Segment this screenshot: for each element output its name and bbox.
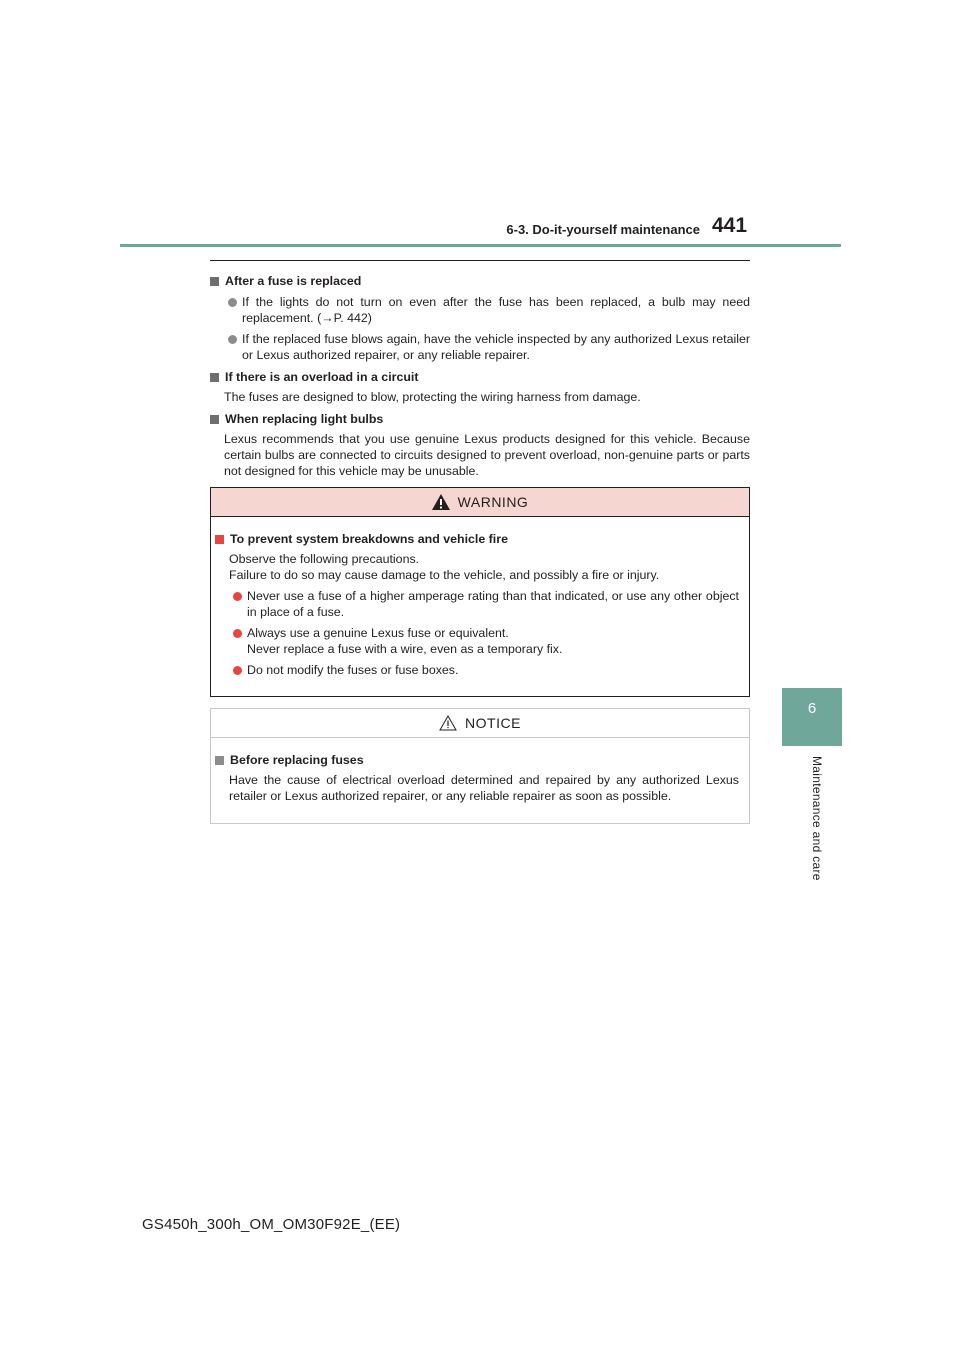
circle-bullet-icon [228,335,237,344]
circle-bullet-icon [228,298,237,307]
section-heading: After a fuse is replaced [210,273,750,289]
notice-body [211,738,749,804]
header-section-title: 6-3. Do-it-yourself maintenance [506,222,700,237]
circle-bullet-icon [233,666,242,675]
warning-triangle-icon [432,494,450,510]
chapter-label: Maintenance and care [810,756,824,881]
warning-intro: Observe the following precautions. Failure to do so may cause damage to the vehicle, and possibly a fire or injury. [229,552,660,582]
notice-text: Have the cause of electrical overload determined and repaired by any authorized Lexus retailer or Lexus authorized repairer, or any reliable repairer as soon as possible. [229,773,739,803]
list-item: Always use a genuine Lexus fuse or equivalent. Never replace a fuse with a wire, even as a temporary fix. [233,625,739,657]
section-heading: If there is an overload in a circuit [210,369,750,385]
header-rule [120,244,841,247]
section-text: The fuses are designed to blow, protecting the wiring harness from damage. [224,390,641,404]
warning-box [210,487,750,697]
circle-bullet-icon [233,592,242,601]
warning-header: WARNING [211,488,749,517]
section-heading: When replacing light bulbs [210,411,750,427]
list-item: Never use a fuse of a higher amperage rating than that indicated, or use any other object in place of a fuse. [233,588,739,620]
chapter-tab[interactable] [782,688,842,746]
list-item: If the replaced fuse blows again, have the vehicle inspected by any authorized Lexus retailer or Lexus authorized repairer, or any reliable repairer. [228,331,750,363]
section-text: Lexus recommends that you use genuine Lexus products designed for this vehicle. Because certain bulbs are connected to circuits designed to prevent overload, non-genuine parts or parts not designed for this vehicle may be unusable. [224,432,750,478]
main-content [210,269,750,479]
square-bullet-icon [215,535,224,544]
square-bullet-icon [210,415,219,424]
footer-doc-code: GS450h_300h_OM_OM30F92E_(EE) [142,1216,401,1233]
notice-heading: Before replacing fuses [215,752,739,768]
square-bullet-icon [210,277,219,286]
warning-heading: To prevent system breakdowns and vehicle fire [215,531,739,547]
notice-box [210,708,750,824]
circle-bullet-icon [233,629,242,638]
list-item: If the lights do not turn on even after the fuse has been replaced, a bulb may need replacement. (→P. 442) [228,294,750,326]
notice-triangle-icon [439,715,457,731]
square-bullet-icon [210,373,219,382]
content-rule [210,260,750,261]
chapter-number: 6 [807,700,817,717]
square-bullet-icon [215,756,224,765]
notice-header: NOTICE [211,709,749,738]
warning-body [211,517,749,678]
page-number: 441 [712,214,748,237]
list-item: Do not modify the fuses or fuse boxes. [233,662,739,678]
